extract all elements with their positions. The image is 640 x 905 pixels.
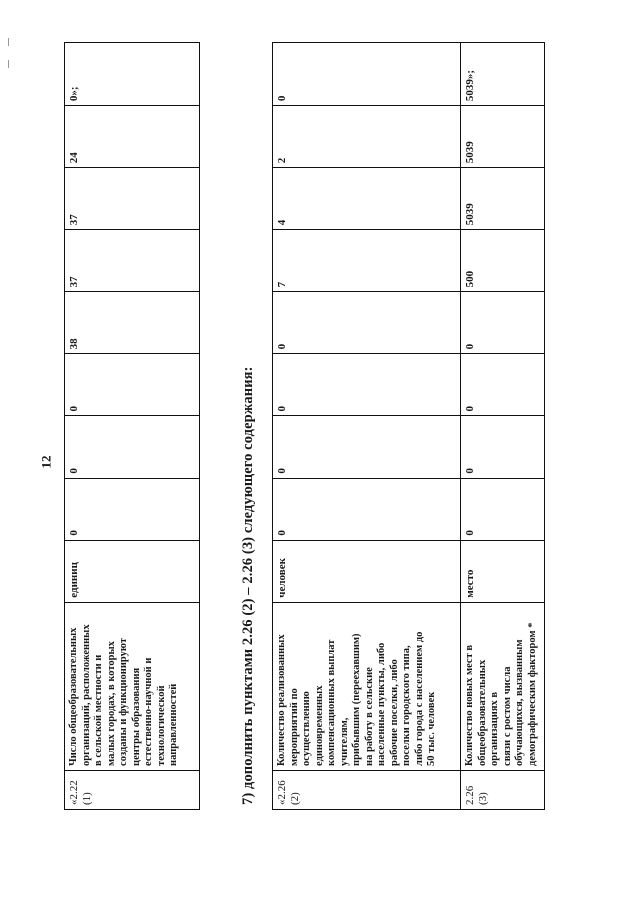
indicator-unit: место — [461, 540, 545, 602]
value-cell: 37 — [65, 230, 200, 292]
indicator-table-1 — [64, 42, 200, 810]
indicator-unit: единиц — [65, 540, 200, 602]
value-cell: 0 — [461, 354, 545, 416]
table-row — [65, 43, 200, 810]
indicator-table-2 — [272, 42, 545, 810]
indicator-number: 2.26 (3) — [461, 770, 545, 809]
value-cell: 0 — [273, 354, 461, 416]
page-number: 12 — [38, 455, 54, 469]
value-cell: 0 — [273, 292, 461, 354]
value-cell: 0 — [273, 478, 461, 540]
value-cell: 0 — [461, 292, 545, 354]
value-cell: 38 — [65, 292, 200, 354]
value-cell: 2 — [273, 106, 461, 168]
value-cell: 500 — [461, 230, 545, 292]
value-cell: 7 — [273, 230, 461, 292]
table-row — [461, 43, 545, 810]
indicator-description: Число общеобразовательных организаций, расположенных в сельской местности и малых городах, в которых созданы и функционируют центры образования естественно-научной и технологической направленностей — [65, 602, 200, 770]
value-cell: 0 — [65, 416, 200, 478]
indicator-number: «2.22 (1) — [65, 770, 200, 809]
value-cell: 0 — [65, 354, 200, 416]
value-cell: 0 — [273, 43, 461, 106]
value-cell: 0 — [273, 416, 461, 478]
value-cell: 0 — [461, 416, 545, 478]
value-cell: 24 — [65, 106, 200, 168]
table-row — [273, 43, 461, 810]
value-cell: 5039 — [461, 106, 545, 168]
value-cell: 37 — [65, 168, 200, 230]
value-cell: 0 — [65, 478, 200, 540]
indicator-number: «2.26 (2) — [273, 770, 461, 809]
value-cell: 0 — [461, 478, 545, 540]
indicator-unit: человек — [273, 540, 461, 602]
value-cell: 5039 — [461, 168, 545, 230]
value-cell: 5039»; — [461, 43, 545, 106]
value-cell: 0»; — [65, 43, 200, 106]
section-heading: 7) дополнить пунктами 2.26 (2) – 2.26 (3) следующего содержания: — [240, 366, 256, 805]
value-cell: 4 — [273, 168, 461, 230]
indicator-description: Количество реализованных мероприятий по осуществлению единовременных компенсационных выплат учителям, прибывшим (переехавшим) на работу в сельские населенные пункты, либо рабочие поселки, либо поселки городского типа, либо города с населением до 50 тыс. человек — [273, 602, 461, 770]
indicator-description: Количество новых мест в общеобразовательных организациях в связи с ростом числа обучающихся, вызванным демографическим фактором * — [461, 602, 545, 770]
